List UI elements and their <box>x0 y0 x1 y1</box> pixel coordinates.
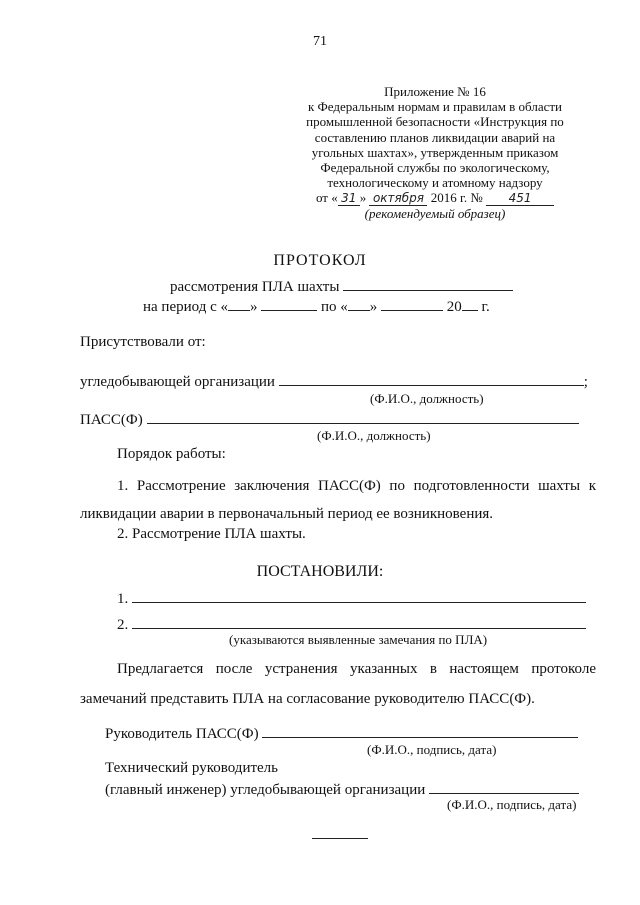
handwritten-number: 451 <box>486 191 554 206</box>
sign-note-2: (Ф.И.О., подпись, дата) <box>447 797 577 812</box>
date-mid: » <box>359 190 367 206</box>
appendix-line: Приложение № 16 <box>384 84 486 99</box>
year-suffix: г. <box>481 299 490 315</box>
fio-position-note-2: (Ф.И.О., должность) <box>317 428 431 443</box>
quote-close: » <box>250 299 258 315</box>
resolution-1-blank[interactable] <box>132 588 586 603</box>
org-representative-blank[interactable] <box>279 371 584 386</box>
tech-head-label: (главный инженер) угледобывающей организации <box>105 782 426 798</box>
head-pass-line <box>105 723 578 743</box>
quote-close: » <box>369 299 378 315</box>
resolution-2-blank[interactable] <box>132 614 586 629</box>
org-line <box>80 371 588 391</box>
subtitle-line-1 <box>170 276 513 296</box>
subtitle-line-2 <box>143 296 490 316</box>
fio-position-note-1: (Ф.И.О., должность) <box>370 391 484 406</box>
org-label: угледобывающей организации <box>80 374 275 390</box>
agenda-item-1: 1. Рассмотрение заключения ПАСС(Ф) по подготовленности шахты к ликвидации аварии в первоначальный период ее возникновения. <box>80 478 596 522</box>
appendix-line: к Федеральным нормам и правилам в области <box>307 99 563 115</box>
appendix-line: составлению планов ликвидации аварий на <box>314 129 556 145</box>
mine-name-blank[interactable] <box>343 276 513 291</box>
resolution-1 <box>117 588 586 608</box>
org-semicolon: ; <box>583 374 588 390</box>
from-month-blank[interactable] <box>261 296 317 311</box>
to-day-blank[interactable] <box>348 296 370 311</box>
appendix-date-line <box>300 190 570 206</box>
tech-head-signature-blank[interactable] <box>429 779 579 794</box>
resolved-title: ПОСТАНОВИЛИ: <box>256 563 384 580</box>
tech-head-line-1: Технический руководитель <box>105 760 279 776</box>
proposal-paragraph: Предлагается после устранения указанных в настоящем протоколе замечаний представить ПЛА на согласование руководителю ПАСС(Ф). <box>80 661 596 707</box>
handwritten-day: 31 <box>338 191 360 206</box>
year-prefix: 20 <box>446 299 462 315</box>
period-to-label: по « <box>321 299 348 315</box>
head-pass-label: Руководитель ПАСС(Ф) <box>105 726 259 742</box>
handwritten-month: октября <box>369 191 427 206</box>
appendix-block <box>300 84 570 222</box>
end-divider <box>312 838 368 839</box>
appendix-line: Федеральной службы по экологическому, <box>320 160 550 176</box>
resolution-number: 2. <box>117 617 129 633</box>
resolution-number: 1. <box>117 591 129 607</box>
to-month-blank[interactable] <box>381 296 443 311</box>
date-year: 2016 г. № <box>430 190 483 206</box>
present-label: Присутствовали от: <box>80 334 206 350</box>
subtitle-text: рассмотрения ПЛА шахты <box>170 279 340 295</box>
pass-label: ПАСС(Ф) <box>80 412 143 428</box>
year-blank[interactable] <box>462 296 478 311</box>
date-prefix: от « <box>315 190 338 206</box>
sample-note: (рекомендуемый образец) <box>364 206 506 222</box>
page-number: 71 <box>313 34 327 49</box>
resolution-2 <box>117 614 586 634</box>
pass-representative-blank[interactable] <box>147 409 579 424</box>
period-from-label: на период с « <box>143 299 229 315</box>
remarks-note: (указываются выявленные замечания по ПЛА) <box>229 632 488 647</box>
document-title: ПРОТОКОЛ <box>273 252 367 269</box>
appendix-line: технологическому и атомному надзору <box>327 175 543 191</box>
from-day-blank[interactable] <box>228 296 250 311</box>
head-pass-signature-blank[interactable] <box>262 723 578 738</box>
appendix-line: промышленной безопасности «Инструкция по <box>306 114 564 130</box>
sign-note-1: (Ф.И.О., подпись, дата) <box>367 742 497 757</box>
order-label: Порядок работы: <box>117 446 226 462</box>
pass-line <box>80 409 579 429</box>
tech-head-line-2 <box>105 779 579 799</box>
agenda-item-2: 2. Рассмотрение ПЛА шахты. <box>117 526 306 542</box>
appendix-line: угольных шахтах», утвержденным приказом <box>311 144 559 160</box>
